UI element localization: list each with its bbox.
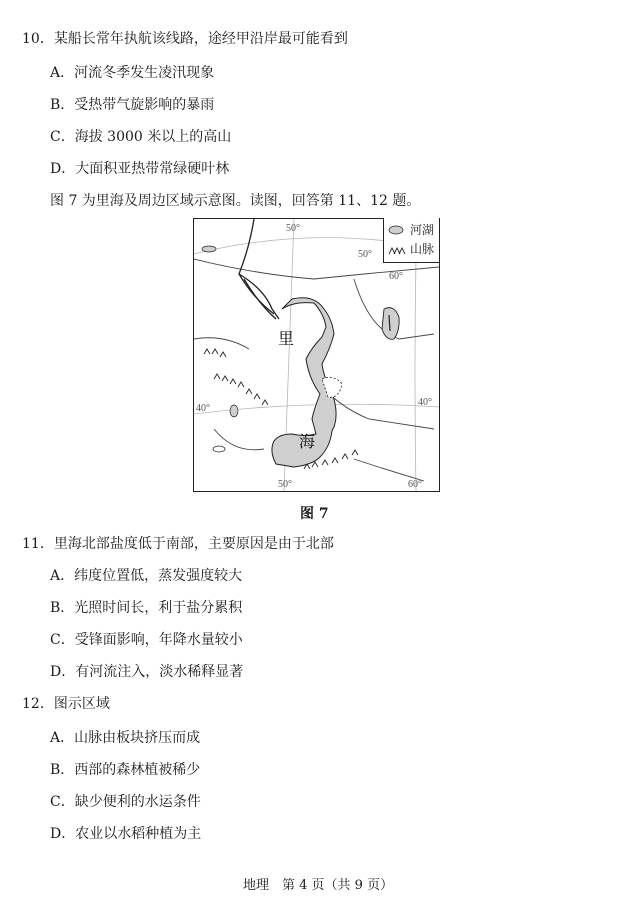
q12-option-c: C．缺少便利的水运条件 [50, 794, 201, 810]
tick-lon60-bottom: 60° [408, 479, 422, 490]
tick-lat50: 50° [358, 249, 372, 260]
map-legend [383, 218, 439, 263]
tick-lon50-bottom: 50° [278, 479, 292, 490]
q11-option-d: D．有河流注入，淡水稀释显著 [50, 664, 244, 680]
volga-river [239, 219, 279, 319]
lake-urmia [213, 446, 225, 452]
page-footer: 地理 第 4 页（共 9 页） [243, 878, 394, 893]
q11-option-a: A．纬度位置低，蒸发强度较大 [50, 568, 243, 584]
tick-lon50-top: 50° [286, 223, 300, 234]
mountain-symbol [246, 389, 268, 405]
q10-option-b: B．受热带气旋影响的暴雨 [50, 97, 215, 113]
tick-lon60-top: 60° [389, 271, 403, 282]
q10-stem: 10．某船长常年执航该线路，途经甲沿岸最可能看到 [22, 31, 348, 47]
figure-caption: 图 7 [300, 506, 329, 522]
mountain-symbol [204, 349, 226, 357]
river-branch [244, 279, 276, 319]
q10-option-c: C．海拔 3000 米以上的高山 [50, 129, 232, 145]
border-line [354, 459, 424, 481]
q12-option-a: A．山脉由板块挤压而成 [50, 730, 201, 746]
tick-lat40-right: 40° [418, 397, 432, 408]
q12-option-b: B．西部的森林植被稀少 [50, 762, 201, 778]
legend-lake-label: 河湖 [410, 223, 435, 237]
lake-sevan [230, 405, 238, 417]
lake-west [202, 246, 216, 252]
border-line [324, 389, 434, 429]
lake-icon [388, 223, 404, 237]
mountain-symbol [214, 374, 244, 387]
q11-option-b: B．光照时间长，利于盐分累积 [50, 600, 243, 616]
q11-option-c: C．受锋面影响，年降水量较小 [50, 632, 243, 648]
q12-stem: 12．图示区域 [22, 696, 110, 712]
sea-label-hai: 海 [299, 432, 316, 451]
sea-label-li: 里 [278, 329, 295, 348]
aral-sea [382, 308, 399, 340]
figure-intro: 图 7 为里海及周边区域示意图。读图，回答第 11、12 题。 [50, 193, 421, 209]
legend-mountain-label: 山脉 [410, 242, 435, 256]
q10-option-d: D．大面积亚热带常绿硬叶林 [50, 161, 230, 177]
border-line [194, 338, 249, 349]
mountain-icon [388, 243, 406, 257]
q10-option-a: A．河流冬季发生凌汛现象 [50, 65, 215, 81]
meridian-60 [415, 259, 416, 491]
q11-stem: 11．里海北部盐度低于南部，主要原因是由于北部 [22, 536, 334, 552]
tick-lat40-left: 40° [196, 403, 210, 414]
q12-option-d: D．农业以水稻种植为主 [50, 826, 202, 842]
